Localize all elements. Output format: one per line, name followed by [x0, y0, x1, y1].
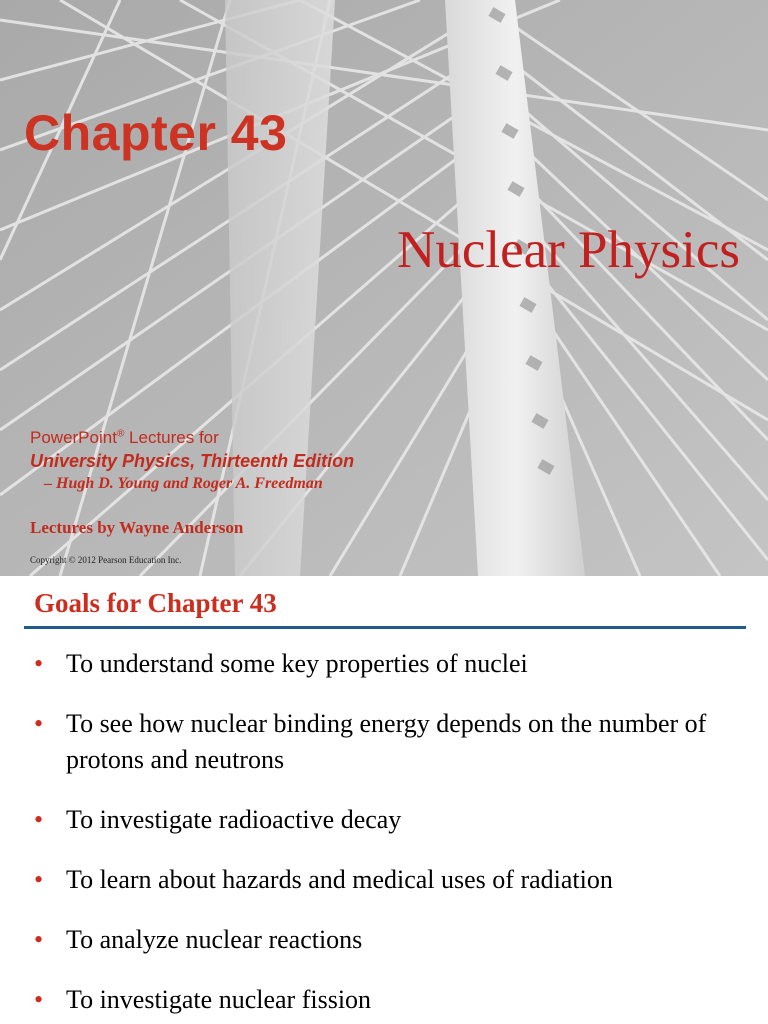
goals-list: [0, 646, 768, 1024]
goal-text: To investigate nuclear fission: [66, 985, 372, 1014]
chapter-title: Chapter 43: [24, 105, 288, 161]
title-divider: [24, 626, 746, 629]
bullet-icon: •: [34, 865, 44, 894]
goal-text: To investigate radioactive decay: [66, 805, 402, 834]
goal-item: [0, 862, 768, 898]
goal-item: [0, 922, 768, 958]
bullet-icon: •: [34, 649, 44, 678]
goal-text: To understand some key properties of nuclei: [66, 649, 528, 678]
registered-mark: ®: [116, 428, 125, 440]
goal-text: To analyze nuclear reactions: [66, 925, 363, 954]
bullet-icon: •: [34, 709, 44, 738]
bullet-icon: •: [34, 985, 44, 1014]
lecturer-credit: Lectures by Wayne Anderson: [30, 518, 244, 537]
book-title: University Physics, Thirteenth Edition: [30, 451, 355, 471]
goal-item: [0, 982, 768, 1018]
powerpoint-line: [30, 428, 219, 448]
goal-item: [0, 802, 768, 838]
goals-slide: [0, 576, 768, 1024]
goals-title: Goals for Chapter 43: [34, 588, 277, 618]
goal-item: [0, 646, 768, 682]
copyright-notice: Copyright © 2012 Pearson Education Inc.: [30, 555, 182, 565]
goal-item: [0, 706, 768, 778]
bullet-icon: •: [34, 805, 44, 834]
powerpoint-prefix: PowerPoint: [30, 428, 117, 447]
book-authors: – Hugh D. Young and Roger A. Freedman: [44, 475, 323, 492]
subject-title: Nuclear Physics: [397, 221, 740, 279]
goal-text: To see how nuclear binding energy depends on the number of protons and neutrons: [66, 709, 707, 774]
goal-text: To learn about hazards and medical uses of radiation: [66, 865, 613, 894]
powerpoint-suffix: Lectures for: [124, 428, 219, 447]
bullet-icon: •: [34, 925, 44, 954]
